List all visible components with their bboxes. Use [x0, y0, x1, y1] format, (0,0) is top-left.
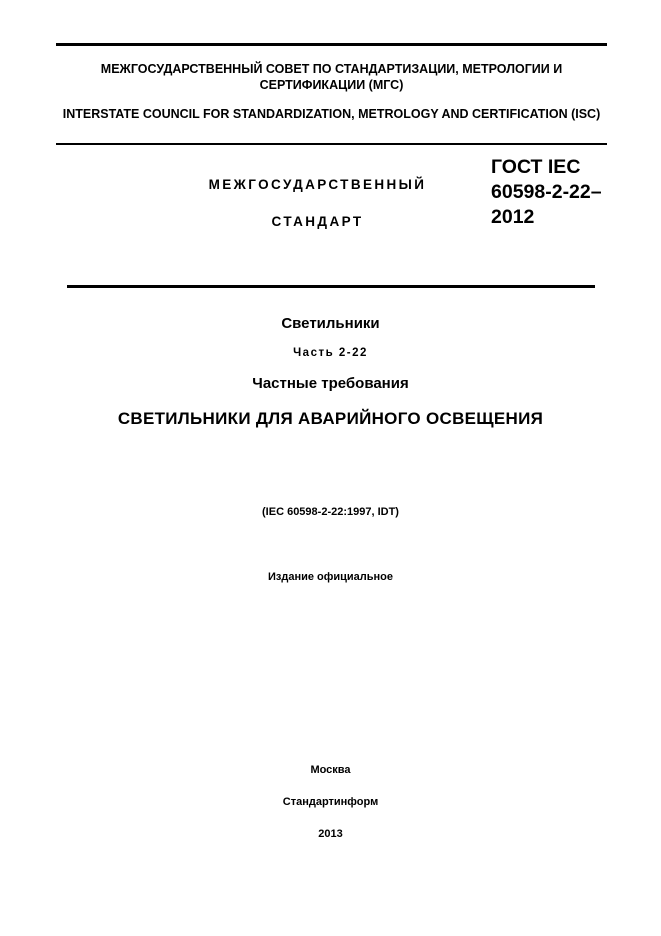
title-divider — [67, 285, 595, 288]
top-rule — [56, 43, 607, 46]
document-part: Часть 2-22 — [293, 347, 368, 359]
publication-city: Москва — [310, 764, 351, 776]
standard-designation: ГОСТ IEC 60598-2-22–2012 — [491, 156, 602, 228]
edition-note: Издание официальное — [267, 571, 394, 583]
council-name-russian: МЕЖГОСУДАРСТВЕННЫЙ СОВЕТ ПО СТАНДАРТИЗАЦИИ, МЕТРОЛОГИИ И СЕРТИФИКАЦИИ (МГС) — [100, 62, 563, 92]
publisher-name: Стандартинформ — [282, 796, 379, 808]
requirements-heading: Частные требования — [252, 375, 409, 392]
document-subject: СВЕТИЛЬНИКИ ДЛЯ АВАРИЙНОГО ОСВЕЩЕНИЯ — [117, 409, 544, 428]
standard-type-line2: СТАНДАРТ — [271, 214, 364, 229]
standard-type-line1: МЕЖГОСУДАРСТВЕННЫЙ — [208, 177, 427, 192]
publication-year: 2013 — [318, 828, 343, 840]
council-name-english: INTERSTATE COUNCIL FOR STANDARDIZATION, METROLOGY AND CERTIFICATION (ISC) — [62, 107, 601, 121]
iec-reference: (IEC 60598-2-22:1997, IDT) — [262, 506, 399, 518]
header-divider — [56, 143, 607, 145]
document-title: Светильники — [281, 315, 380, 332]
